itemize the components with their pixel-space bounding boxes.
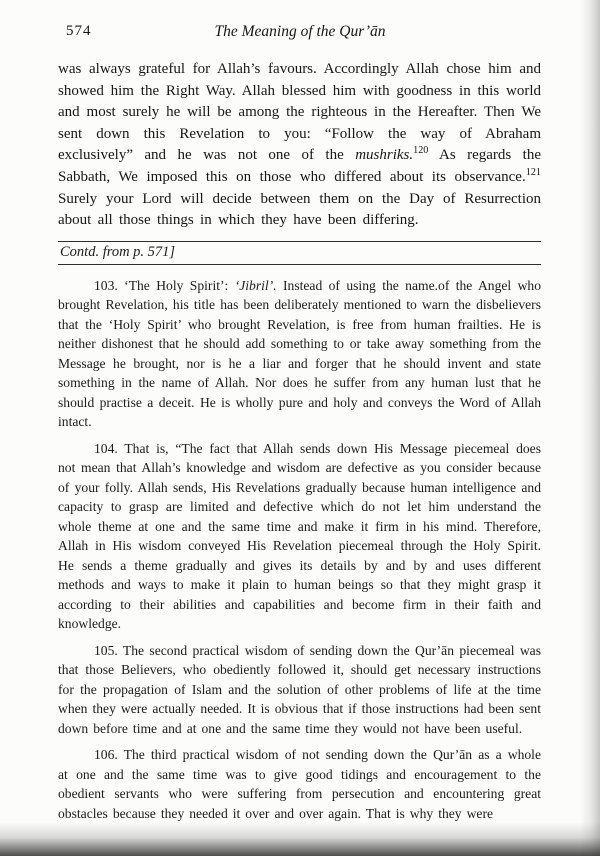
text-segment: 105. The second practical wisdom of sending down the Qur’ān piecemeal was that those Believers, who obediently followed it, should get necessary instructions for the propagation of Islam and the solution of other problems of life at the time when they were actually needed. It is obvious that if those instructions had been sent down before time and at one and the same time they would not have been useful.: [58, 642, 541, 736]
text-segment: was always grateful for Allah’s favours. Accordingly Allah chose him and showed him the Right Way. Allah blessed him with goodness in this world and most surely he will be among the righteous in the Hereafter. Then We sent down this Revelation to you: “Follow the way of Abraham exclusively” and he was not one of the: [58, 61, 541, 164]
footnote-104: [58, 439, 541, 634]
page-number: 574: [66, 23, 92, 39]
footnote-reference: 120: [413, 145, 429, 157]
footnote-106: [58, 745, 541, 823]
text-segment: mushriks.: [355, 147, 414, 164]
scan-shadow-bottom: [0, 822, 600, 856]
divider-rule-bottom: [58, 264, 541, 265]
running-title: The Meaning of the Qur’ān: [214, 23, 386, 40]
text-segment: 104. That is, “The fact that Allah sends down His Message piecemeal does not mean that Allah’s knowledge and wisdom are defective as you consider because of your folly. Allah sends, His Revelations gradually because human intelligence and capacity to grasp are limited and defective which do not let him understand the whole theme at one and the same time and make it firm in his mind. Therefore, Allah in His wisdom conveyed His Revelation piecemeal through the Holy Spirit. He sends a theme gradually and gives its details by and by and uses different methods and ways to make it plain to human beings so that they might grasp it according to their abilities and capabilities and become firm in their faith and knowledge.: [58, 440, 541, 632]
text-segment: Instead of using the name.of the Angel who brought Revelation, his title has been deliberately mentioned to warn the disbelievers that the ‘Holy Spirit’ who brought Revelation, is free from human frailties. He is neither dishonest that he should add something to or take away something from the Message he brought, nor is he a liar and forger that he should invent and state something in the name of Allah. Nor does he suffer from any human lust that he should practise a deceit. He is wholly pure and holy and conveys the Word of Allah intact.: [58, 277, 541, 430]
continuation-block: [58, 241, 541, 265]
text-segment: Surely your Lord will decide between them on the Day of Resurrection about all those things in which they have been differing.: [58, 190, 541, 229]
footnote-reference: 121: [525, 166, 541, 178]
text-segment: 103. ‘The Holy Spirit’:: [94, 277, 235, 293]
page-header: [0, 0, 600, 46]
continuation-note: Contd. from p. 571]: [60, 243, 176, 260]
main-paragraph: [58, 59, 541, 232]
page-content: [0, 59, 600, 823]
footnote-103: [58, 276, 541, 432]
footnotes: [58, 276, 541, 824]
footnote-105: [58, 641, 541, 739]
text-segment: ‘Jibril’.: [234, 277, 277, 293]
text-segment: 106. The third practical wisdom of not sending down the Qur’ān as a whole at one and the same time was to give good tidings and encouragement to the obedient servants who were suffering from persecution and encountering great obstacles because they needed it over and over again. That is why they were: [58, 747, 541, 821]
text-segment: As regards the Sabbath, We imposed this on those who differed about its observance.: [58, 147, 541, 185]
